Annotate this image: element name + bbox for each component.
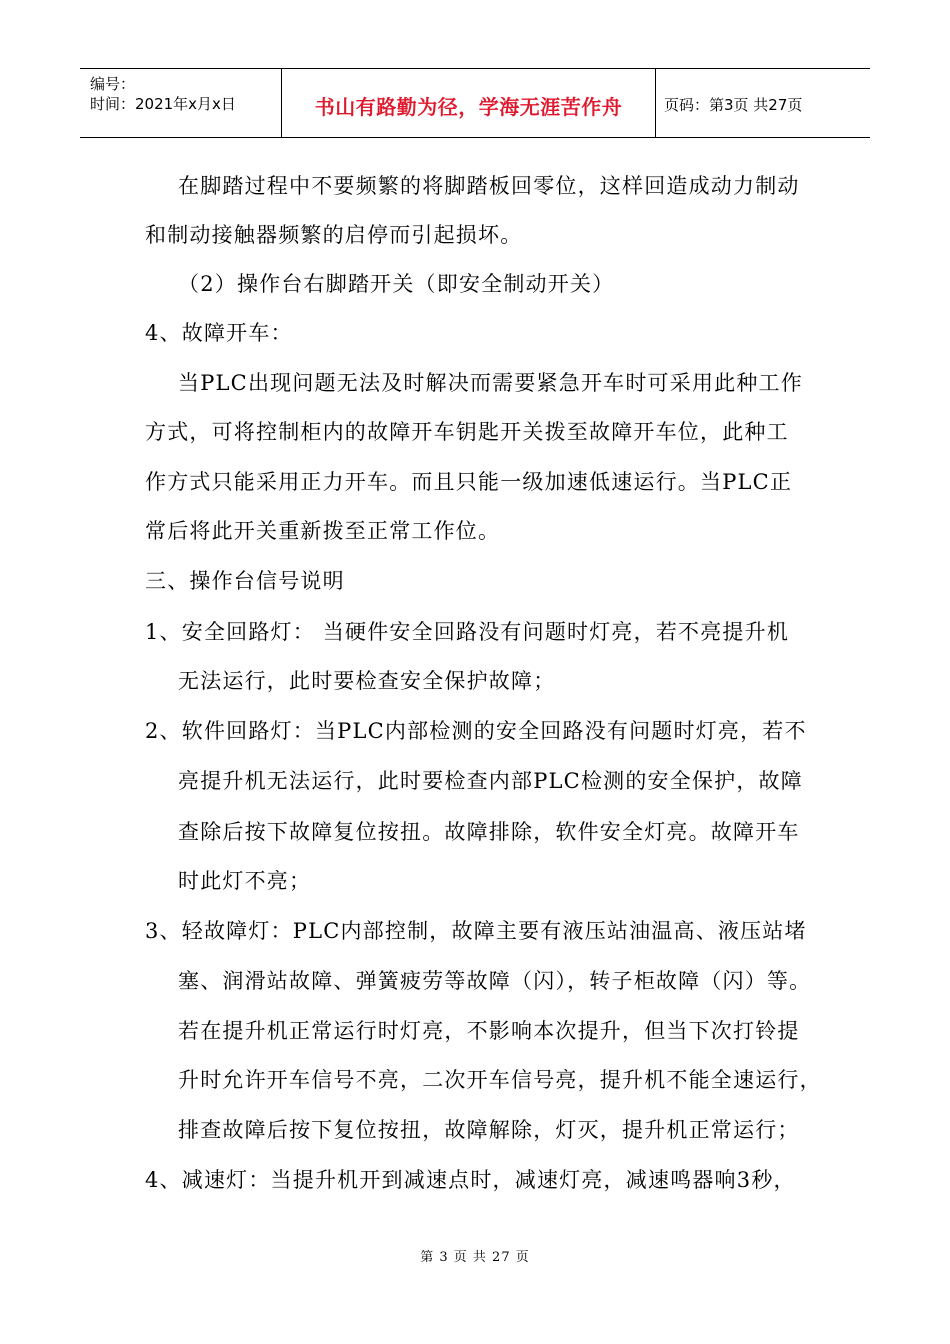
- body-line: 2、软件回路灯：当PLC内部检测的安全回路没有问题时灯亮，若不: [145, 719, 807, 743]
- page-footer: 第 3 页 共 27 页: [420, 1250, 530, 1265]
- body-line: 查除后按下故障复位按扭。故障排除，软件安全灯亮。故障开车: [178, 820, 800, 844]
- body-line: 塞、润滑站故障、弹簧疲劳等故障（闪），转子柜故障（闪）等。: [178, 969, 812, 993]
- body-line: 当PLC出现问题无法及时解决而需要紧急开车时可采用此种工作: [178, 371, 803, 395]
- body-line: 4、减速灯：当提升机开到减速点时，减速灯亮，减速鸣器响3秒，: [145, 1168, 796, 1192]
- body-line: 3、轻故障灯：PLC内部控制，故障主要有液压站油温高、液压站堵: [145, 919, 807, 943]
- page-header: [80, 68, 870, 138]
- body-line: 排查故障后按下复位按扭，故障解除，灯灭，提升机正常运行；: [178, 1118, 800, 1142]
- body-line: 1、安全回路灯： 当硬件安全回路没有问题时灯亮，若不亮提升机: [145, 620, 790, 644]
- body-line: 4、故障开车：: [145, 321, 293, 345]
- date-line: 时间：2021年x月x日: [90, 95, 236, 113]
- motto: 书山有路勤为径，学海无涯苦作舟: [314, 95, 623, 119]
- body-line: 常后将此开关重新拨至正常工作位。: [145, 519, 501, 543]
- body-line: 时此灯不亮；: [178, 869, 312, 893]
- body-line: 亮提升机无法运行，此时要检查内部PLC检测的安全保护，故障: [178, 769, 803, 793]
- body-line: 作方式只能采用正力开车。而且只能一级加速低速运行。当PLC正: [145, 470, 793, 494]
- header-motto-cell: [282, 69, 656, 137]
- header-meta-cell: [80, 69, 282, 137]
- body-line: 无法运行，此时要检查安全保护故障；: [178, 669, 556, 693]
- section-heading: 三、操作台信号说明: [145, 569, 345, 593]
- body-line: 若在提升机正常运行时灯亮，不影响本次提升，但当下次打铃提: [178, 1019, 800, 1043]
- header-page-cell: [656, 69, 870, 137]
- body-line: 方式，可将控制柜内的故障开车钥匙开关拨至故障开车位，此种工: [145, 420, 789, 444]
- body-line: 升时允许开车信号不亮，二次开车信号亮，提升机不能全速运行，: [178, 1068, 822, 1092]
- page-code: 页码：第3页 共27页: [664, 96, 803, 114]
- body-line: 和制动接触器频繁的启停而引起损坏。: [145, 223, 523, 247]
- body-line: 在脚踏过程中不要频繁的将脚踏板回零位，这样回造成动力制动: [178, 174, 800, 198]
- body-line: （2）操作台右脚踏开关（即安全制动开关）: [178, 272, 615, 296]
- serial-label: 编号：: [90, 75, 136, 93]
